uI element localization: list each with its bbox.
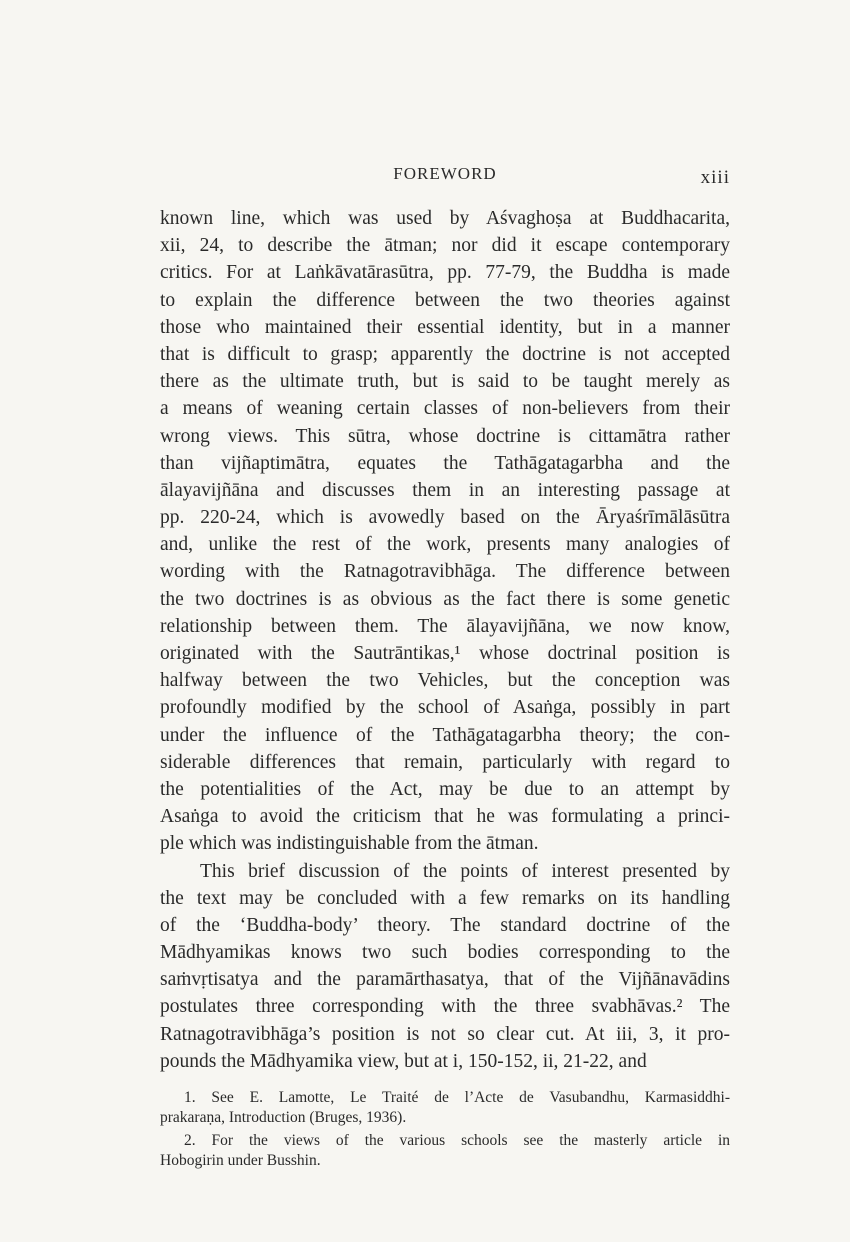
text-line: pp. 220-24, which is avowedly based on the Āryaśrīmālāsūtra [160,507,730,529]
text-line: critics. For at Laṅkāvatārasūtra, pp. 77-79, the Buddha is made [160,262,730,284]
text-line: profoundly modified by the school of Asaṅga, possibly in part [160,697,730,719]
text-line: under the influence of the Tathāgatagarbha theory; the con- [160,724,730,746]
text-line: of the ‘Buddha-body’ theory. The standard doctrine of the [160,914,730,936]
text-line: xii, 24, to describe the ātman; nor did it escape contemporary [160,235,730,257]
text-line: that is difficult to grasp; apparently the doctrine is not accepted [160,343,730,365]
footnote-line: 1. See E. Lamotte, Le Traité de l’Acte de Vasubandhu, Karmasiddhi- [184,1089,730,1106]
text-line: postulates three corresponding with the three svabhāvas.² The [160,996,730,1018]
footnote-line: Hobogirin under Busshin. [160,1151,321,1169]
text-line: and, unlike the rest of the work, presents many analogies of [160,534,730,556]
footnote [160,1131,730,1170]
page-number: xiii [700,167,730,188]
text-line: halfway between the two Vehicles, but the conception was [160,670,730,692]
text-line: ple which was indistinguishable from the ātman. [160,833,539,855]
footnote-line: 2. For the views of the various schools see the masterly article in [184,1132,730,1149]
text-line: Asaṅga to avoid the criticism that he was formulating a princi- [160,806,730,828]
text-line: than vijñaptimātra, equates the Tathāgatagarbha and the [160,452,730,474]
text-line: those who maintained their essential identity, but in a manner [160,316,730,338]
text-line: wrong views. This sūtra, whose doctrine is cittamātra rather [160,425,730,447]
text-line: pounds the Mādhyamika view, but at i, 150-152, ii, 21-22, and [160,1050,647,1072]
text-line: the potentialities of the Act, may be due to an attempt by [160,778,730,800]
text-line: wording with the Ratnagotravibhāga. The difference between [160,561,730,583]
text-line: Mādhyamikas knows two such bodies corresponding to the [160,942,730,964]
body-text [160,205,730,1075]
text-line: relationship between them. The ālayavijñāna, we now know, [160,615,730,637]
text-line: to explain the difference between the two theories against [160,289,730,311]
text-line: the text may be concluded with a few remarks on its handling [160,887,730,909]
text-line: a means of weaning certain classes of non-believers from their [160,398,730,420]
text-line: the two doctrines is as obvious as the fact there is some genetic [160,588,730,610]
text-line: ālayavijñāna and discusses them in an interesting passage at [160,479,730,501]
running-title: FOREWORD [393,164,497,183]
text-line: Ratnagotravibhāga’s position is not so clear cut. At iii, 3, it pro- [160,1023,730,1045]
text-line: This brief discussion of the points of interest presented by [200,860,730,882]
paragraph [160,858,730,1076]
text-line: siderable differences that remain, particularly with regard to [160,751,730,773]
page-header [160,164,730,190]
text-line: saṁvṛtisatya and the paramārthasatya, that of the Vijñānavādins [160,969,730,991]
footnote-line: prakaraṇa, Introduction (Bruges, 1936). [160,1108,407,1126]
footnotes [160,1088,730,1174]
text-line: known line, which was used by Aśvaghoṣa at Buddhacarita, [160,208,730,229]
paragraph [160,205,730,858]
text-line: originated with the Sautrāntikas,¹ whose doctrinal position is [160,643,730,664]
text-line: there as the ultimate truth, but is said to be taught merely as [160,371,730,393]
footnote [160,1088,730,1127]
